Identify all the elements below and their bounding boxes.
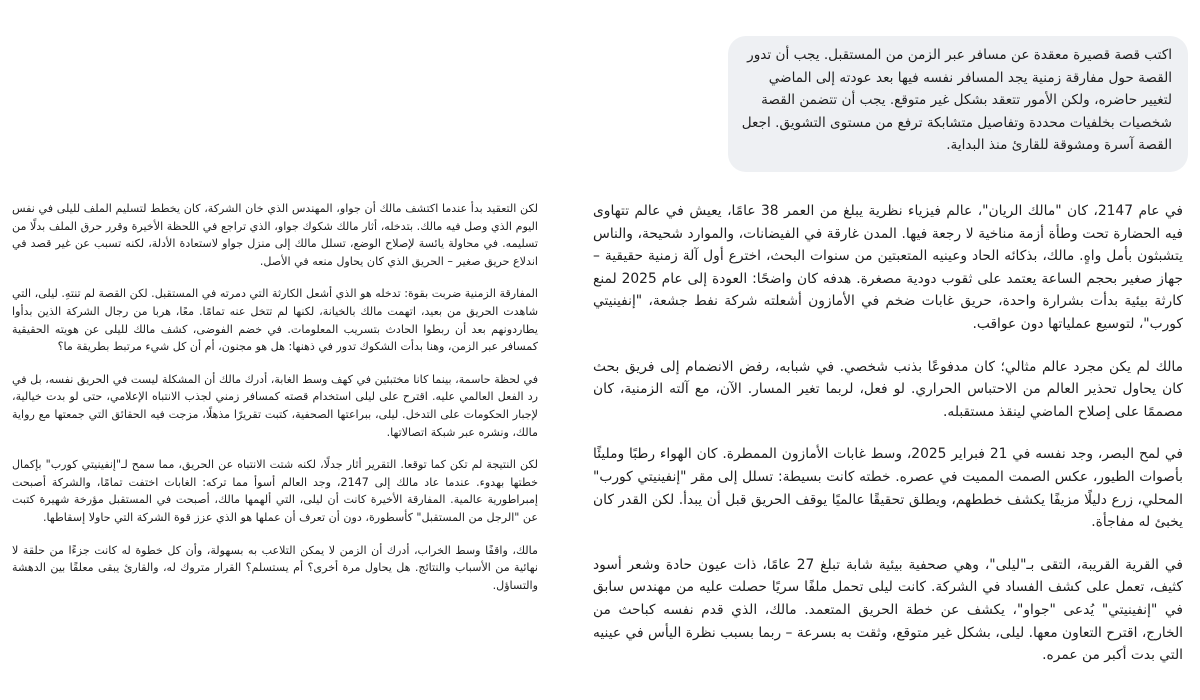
story-paragraph: المفارقة الزمنية ضربت بقوة: تدخله هو الذي أشعل الكارثة التي دمرته في المستقبل. لكن القصة لم تنتهِ. ليلى، التي شاهدت الحريق من بعيد، اتهمت مالك بالخيانة، لكنها لم تتخل عنه تمامًا. معًا، هربا من رجال الشركة الذين بدأوا يطاردونهم بعد أن ربطوا الحادث بتسريب المعلومات. في خضم الفوضى، كشف مالك لليلى عن هويته الحقيقية كمسافر عبر الزمن، وهنا بدأت الشكوك تدور في ذهنها: هل هو مجنون، أم أن كل شيء مرتبط بطريقة ما؟ bbox=[12, 287, 538, 354]
story-paragraph: مالك لم يكن مجرد عالم مثالي؛ كان مدفوعًا بذنب شخصي. في شبابه، رفض الانضمام إلى فريق بحث كان يحاول تحذير العالم من الاحتباس الحراري. لو فعل، لربما تغير المسار. الآن، مع آلته الزمنية، كان مصممًا على إصلاح الماضي لينقذ مستقبله. bbox=[593, 358, 1183, 420]
response-column-left bbox=[12, 200, 538, 690]
story-paragraph: في لحظة حاسمة، بينما كانا مختبئين في كهف وسط الغابة، أدرك مالك أن المشكلة ليست في الحريق نفسه، بل في رد الفعل العالمي عليه. اقترح على ليلى استخدام قصته كمسافر زمني لجذب الانتباه الإعلامي، حتى لو بدت خيالية، لإجبار الحكومات على التدخل. ليلى، ببراعتها الصحفية، كتبت تقريرًا مذهلًا، مزجت فيه الحقائق التي جمعتها مع رواية مالك، ونشره عبر شبكة اتصالاتها. bbox=[12, 372, 538, 439]
story-paragraph: في القرية القريبة، التقى بـ"ليلى"، وهي صحفية بيئية شابة تبلغ 27 عامًا، ذات عيون حادة وشعر أسود كثيف، تعمل على كشف الفساد في الشركة. كانت ليلى تحمل ملفًا سريًا حصلت عليه من مهندس سابق في "إنفينيتي" يُدعى "جواو"، يكشف عن خطة الحريق المتعمد. مالك، الذي قدم نفسه كباحث من الخارج، اقترح التعاون معها. ليلى، بشكل غير متوقع، وثقت به بسرعة – ربما بسبب نظرة اليأس في عينيه التي بدت أكبر من عمره. bbox=[593, 556, 1183, 664]
story-paragraph: لكن النتيجة لم تكن كما توقعا. التقرير أثار جدلًا، لكنه شتت الانتباه عن الحريق، مما سمح لـ"إنفينيتي كورب" بإكمال خطتها بهدوء. عندما عاد مالك إلى 2147، وجد العالم أسوأ مما تركه: الغابات اختفت تمامًا، والشركة أصبحت إمبراطورية عالمية. المفارقة الأخيرة كانت أن ليلى، التي ألهمها مالك، أصبحت في المستقبل مؤرخة شهيرة كتبت عن "الرجل من المستقبل" كأسطورة، دون أن تعرف أن عملها هو الذي عزز قوة الشركة التي حاولا إسقاطها. bbox=[12, 458, 538, 524]
story-paragraph: لكن التعقيد بدأ عندما اكتشف مالك أن جواو، المهندس الذي خان الشركة، كان يخطط لتسليم الملف لليلى في نفس اليوم الذي وصل فيه مالك. بتدخله، أثار مالك شكوك جواو، الذي تراجع في اللحظة الأخيرة وقرر حرق الملف بدلًا من تسليمه. في محاولة يائسة لإصلاح الوضع، تسلل مالك إلى منزل جواو لاستعادة الأدلة، لكنه تسبب عن غير قصد في اندلاع حريق صغير – الحريق الذي كان يحاول منعه في الأصل. bbox=[12, 202, 538, 268]
user-prompt-bubble bbox=[728, 36, 1188, 172]
user-prompt-text: اكتب قصة قصيرة معقدة عن مسافر عبر الزمن من المستقبل. يجب أن تدور القصة حول مفارقة زمنية يجد المسافر نفسه فيها بعد عودته إلى الماضي لتغيير حاضره، ولكن الأمور تتعقد بشكل غير متوقع. يجب أن تتضمن القصة شخصيات بخلفيات محددة وتفاصيل متشابكة ترفع من مستوى التشويق. اجعل القصة آسرة ومشوقة للقارئ منذ البداية. bbox=[741, 47, 1172, 153]
story-paragraph: في عام 2147، كان "مالك الريان"، عالم فيزياء نظرية يبلغ من العمر 38 عامًا، يعيش في عالم تتهاوى فيه الحضارة تحت وطأة أزمة مناخية لا رجعة فيها. المدن غارقة في الفيضانات، والموارد شحيحة، والناس يتشبثون بأمل واهٍ. مالك، بذكائه الحاد وعينيه المتعبتين من سنوات البحث، اخترع أول آلة زمنية حقيقية – جهاز صغير بحجم الساعة يعتمد على ثقوب دودية مصغرة. هدفه كان واضحًا: العودة إلى عام 2025 لمنع كارثة بيئية بدأت بشرارة واحدة، حريق غابات ضخم في الأمازون أشعلته شركة نفط جشعة، "إنفينيتي كورب"، لتوسيع عملياتها دون عواقب. bbox=[593, 203, 1183, 332]
response-column-right bbox=[593, 200, 1183, 690]
story-paragraph: مالك، واقفًا وسط الخراب، أدرك أن الزمن لا يمكن التلاعب به بسهولة، وأن كل خطوة له كانت جزءًا من حلقة لا نهائية من الأسباب والنتائج. هل يحاول مرة أخرى؟ أم يستسلم؟ القرار متروك له، والقارئ يبقى معلقًا بين الدهشة والتساؤل. bbox=[12, 543, 538, 592]
story-paragraph: في لمح البصر، وجد نفسه في 21 فبراير 2025، وسط غابات الأمازون الممطرة. كان الهواء رطبًا ومليئًا بأصوات الطيور، عكس الصمت المميت في عصره. خطته كانت بسيطة: تسلل إلى مقر "إنفينيتي كورب" المحلي، زرع دليلًا مزيفًا يكشف خططهم، ويطلق تحقيقًا عالميًا يوقف الحريق قبل أن يبدأ. لكن القدر كان يخبئ له مفاجأة. bbox=[593, 446, 1183, 531]
